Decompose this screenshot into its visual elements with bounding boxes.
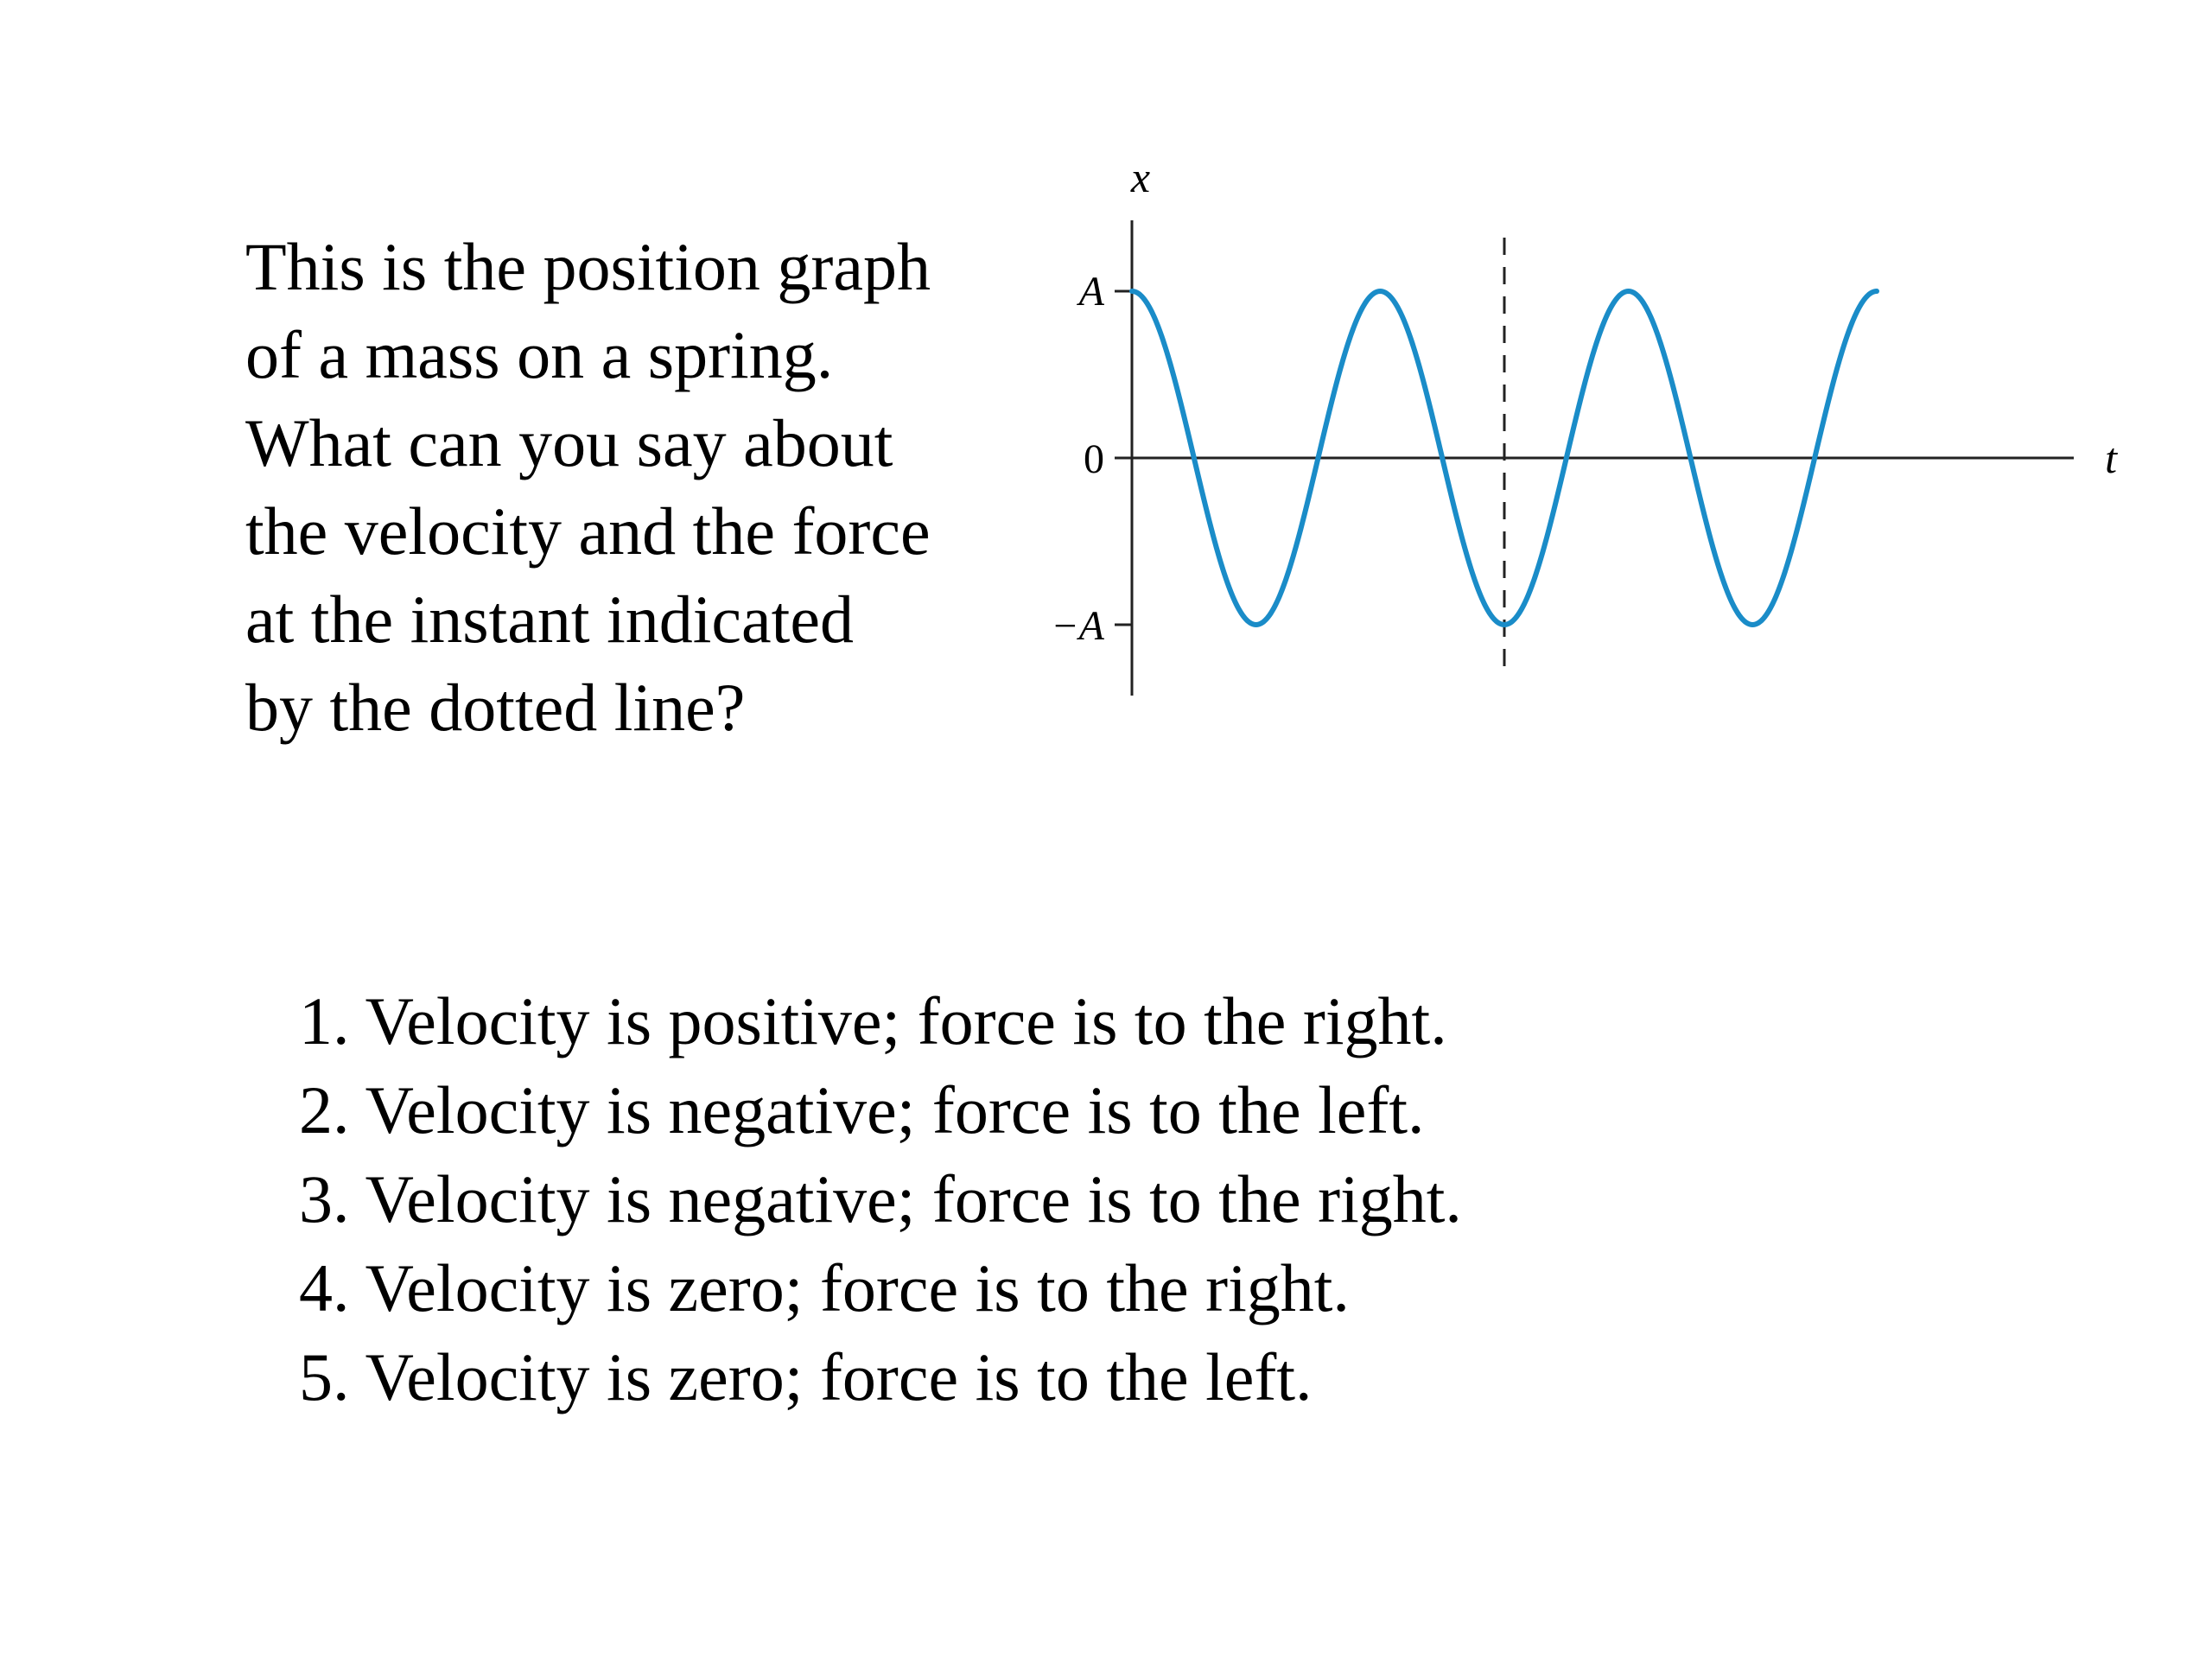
question-line: the velocity and the force xyxy=(245,493,931,569)
question-line: by the dotted line? xyxy=(245,670,746,745)
choice-4[interactable]: 4. Velocity is zero; force is to the right. xyxy=(299,1250,1350,1325)
question-line: This is the position graph xyxy=(245,229,931,304)
choice-1[interactable]: 1. Velocity is positive; force is to the right. xyxy=(299,983,1447,1058)
choice-3[interactable]: 3. Velocity is negative; force is to the right. xyxy=(299,1161,1462,1236)
question-line: at the instant indicated xyxy=(245,582,854,657)
question-line: of a mass on a spring. xyxy=(245,317,834,392)
y-axis-label: x xyxy=(1130,153,1151,201)
question-line: What can you say about xyxy=(245,405,893,480)
position-graph xyxy=(994,151,2117,713)
tick-label-A: A xyxy=(1078,269,1104,315)
tick-label-neg-A: −A xyxy=(1051,603,1104,649)
choice-5[interactable]: 5. Velocity is zero; force is to the left. xyxy=(299,1339,1313,1414)
question-text xyxy=(245,223,1040,752)
x-axis-label: t xyxy=(2105,434,2117,482)
tick-label-zero: 0 xyxy=(1084,436,1104,482)
choice-2[interactable]: 2. Velocity is negative; force is to the left. xyxy=(299,1072,1425,1147)
position-graph-svg xyxy=(994,151,2117,713)
answer-choices xyxy=(299,976,1462,1421)
